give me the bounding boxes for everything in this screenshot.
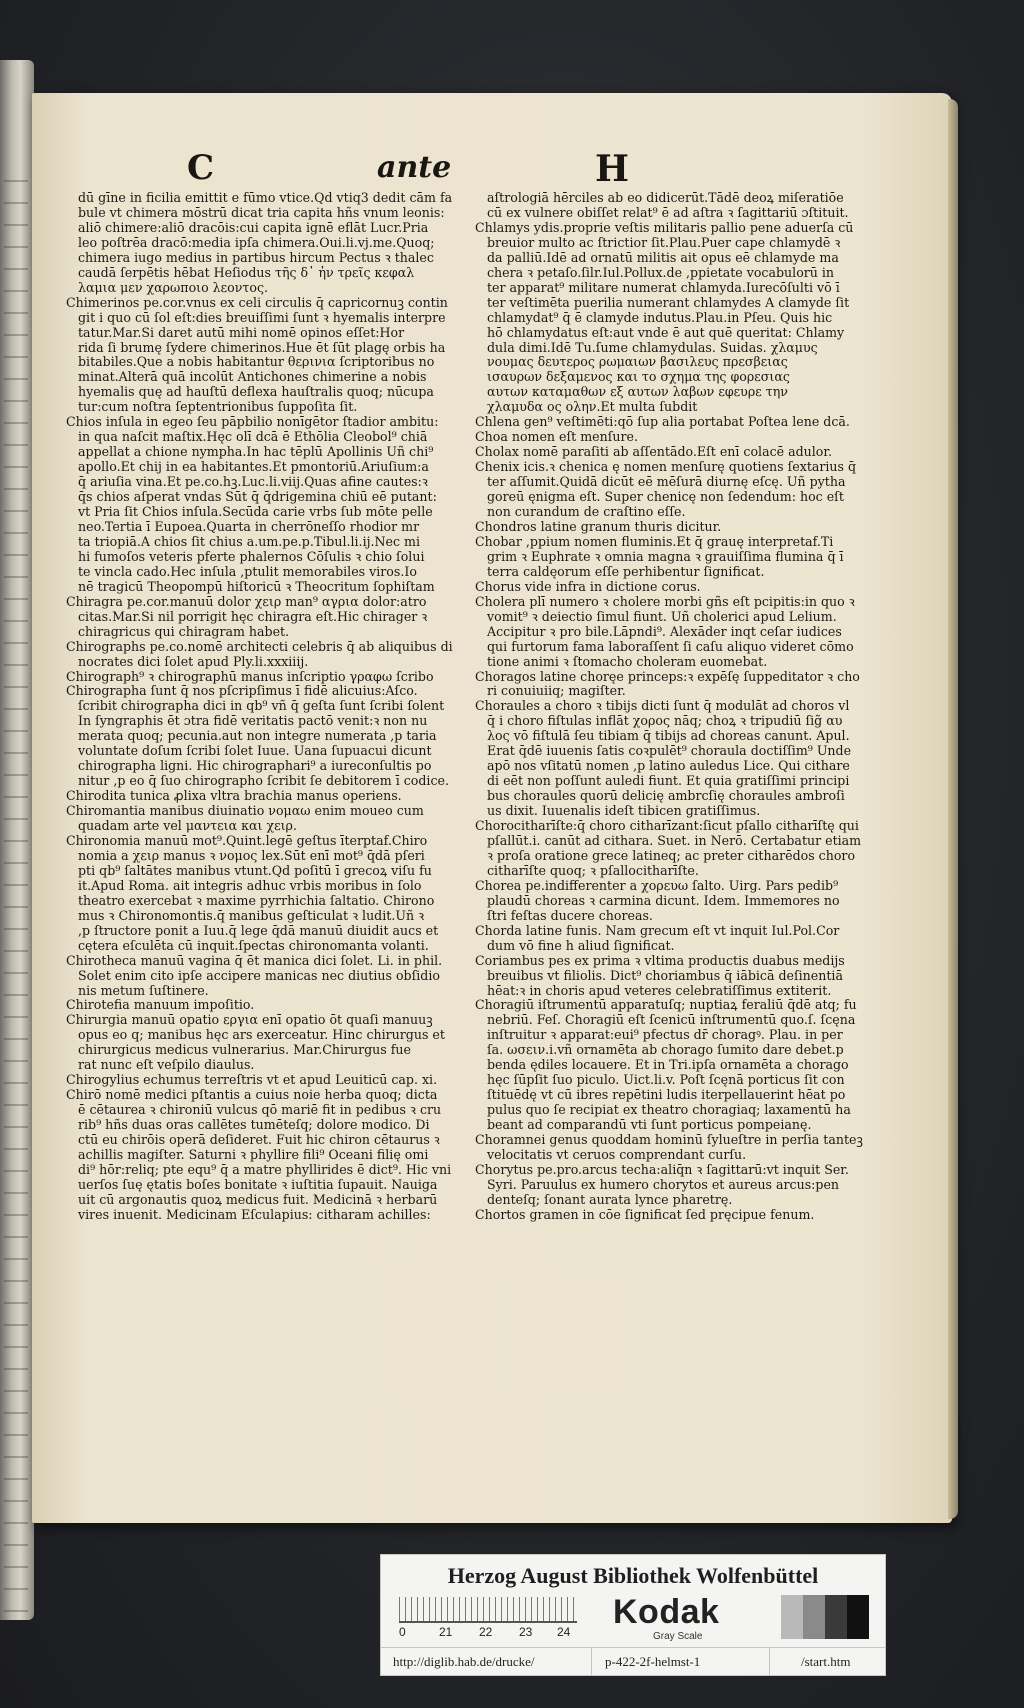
text-line: opus eo q; manibus hęc ars exerceatur. Hinc chirurgus et xyxy=(78,1028,445,1043)
text-line: minat.Alterā quā incolūt Antichones chimerine a nobis xyxy=(78,370,427,385)
text-line: velocitatis vt ceruos comprendant curſu. xyxy=(487,1148,747,1162)
text-line: nis metum ſuſtinere. xyxy=(78,983,209,998)
book-edge-lines xyxy=(4,180,28,1620)
book-edge-left xyxy=(0,60,34,1620)
text-line: di⁹ hōr:reliq; pte equ⁹ q̄ a matre phyllirides ē dict⁹. Hic vni xyxy=(78,1162,452,1177)
text-column-left xyxy=(66,191,461,1223)
text-line: αυτων καταμαθων εξ αυτων λαβων εφευρε την xyxy=(487,385,788,400)
text-line: us dixit. Iuuenalis ideſt tibicen gratiſſimus. xyxy=(487,804,761,819)
text-line: pulus quo ſe recipiat ex theatro choragiaq; laxamentū ha xyxy=(487,1103,851,1118)
text-line: Chobar ,ppium nomen fluminis.Et q̄ grauę interpretaf.Ti xyxy=(475,534,834,549)
text-line: leo poſtrēa dracō:media ipſa chimera.Oui.li.vj.me.Quoq; xyxy=(78,235,435,250)
text-line: breuibus vt filiolis. Dict⁹ choriambus q̄ iābicā deſinentiā xyxy=(487,968,843,983)
text-line: ,p ſtructore ponit a Iuu.q̄ lege q̄dā manuū diuidit aucs et xyxy=(78,923,439,938)
text-line: Choragos latine choręe princeps:ꝛ expēſę ſuppeditator ꝛ cho xyxy=(475,669,860,684)
gray-patch xyxy=(781,1595,803,1639)
text-line: achillis magiſter. Saturni ꝛ phyllire fili⁹ Oceani filię omi xyxy=(78,1148,429,1162)
text-line: Chorus vide infra in dictione corus. xyxy=(475,579,701,594)
text-line: Coriambus pes ex prima ꝛ vltima productis duabus medijs xyxy=(475,953,845,968)
text-line: ſa. ωσειν.i.vñ ornamēta ab chorago ſumito dare debet.p xyxy=(487,1043,844,1058)
text-line: chiragricus qui chiragram habet. xyxy=(78,624,290,639)
text-line: quadam arte vel μαντεια και χειρ. xyxy=(78,819,297,834)
text-line: hęc ſūpſit ſuo piculo. Uict.li.v. Poſt ſcęnā porticus ſit con xyxy=(487,1073,845,1088)
text-line: Syri. Paruulus ex humero chorytos et aureus arcus:pen xyxy=(487,1177,840,1192)
text-line: Chironomia manuū mot⁹.Quint.legē geſtus īterptaf.Chiro xyxy=(66,833,428,848)
text-line: Chortos gramen in cōe ſignificat ſed pręcipue fenum. xyxy=(475,1207,815,1222)
text-line: citharīſte quoq; ꝛ pſallocitharīſte. xyxy=(487,863,699,878)
text-line: Chirograph⁹ ꝛ chirographū manus inſcriptio γραφω ſcribo xyxy=(66,669,434,684)
header-word: ante xyxy=(377,150,452,185)
text-line: Chorytus pe.pro.arcus techa:aliq̄n ꝛ ſagittarū:vt inquit Ser. xyxy=(475,1162,849,1177)
text-line: Chios inſula in egeo ſeu pāpbilio nonīgētor ſtadior ambitu: xyxy=(66,415,439,430)
text-line: Chenix icis.ꝛ chenica ę nomen menſurę quotiens ſextarius q̄ xyxy=(475,460,857,475)
text-line: bule vt chimera mōstrū dicat tria capita hñs vnum leonis: xyxy=(78,205,445,220)
text-line: hi fumoſos veteris pferte phalernos Cōſulis ꝛ chio ſolui xyxy=(78,549,425,564)
text-line: ter apparat⁹ militare numerat chlamyda.Iurecōſulti vō ī xyxy=(487,280,840,295)
gray-patch xyxy=(803,1595,825,1639)
text-line: aliō chimere:aliō dracōis:cui capita ignē eflāt Lucr.Pria xyxy=(78,220,429,235)
text-line: pti qb⁹ ſaltātes manibus vtunt.Qd poſitū ī grecoꝝ viſu fu xyxy=(78,863,432,878)
text-line: Chorda latine funis. Nam grecum eſt vt inquit Iul.Pol.Cor xyxy=(475,923,840,938)
text-line: appellat a chione nympha.In hac tēplū Apollinis Uñ chi⁹ xyxy=(78,445,434,460)
reference-bar xyxy=(381,1647,885,1676)
text-line: te vincla cado.Hec inſula ,ptulit memorabiles viros.Io xyxy=(78,564,417,579)
text-line: ter aſſumit.Quidā dicūt eē mēſurā diurnę eſcę. Uñ pytha xyxy=(487,475,846,490)
text-line: Erat q̄dē iuuenis ſatis coꝛpulēt⁹ choraula doctiſſim⁹ Unde xyxy=(487,744,852,759)
text-line: ισαυρων δεξαμενος και το σχημα της φορεσιας xyxy=(487,370,790,385)
text-line: plaudū choreas ꝛ carmina dicunt. Idem. Immemores no xyxy=(487,893,840,908)
text-line: nocrates dici ſolet apud Ply.li.xxxiiij. xyxy=(78,654,309,669)
text-line: Chirogylius echumus terreſtris vt et apud Leuiticū cap. xi. xyxy=(66,1073,438,1088)
text-line: voluntate doſum ſcribi ſolet Iuue. Uana ſupuacui dicunt xyxy=(78,744,432,759)
text-line: in qua naſcit maſtix.Hęc olī dcā ē Ethōlia Cleobol⁹ chiā xyxy=(78,430,428,445)
text-line: Chorea pe.indifferenter a χορευω ſalto. Uirg. Pars pedib⁹ xyxy=(475,878,839,893)
ruler-number: 24 xyxy=(557,1625,571,1639)
text-line: chirographa ligni. Hic chirographari⁹ a iureconſultis po xyxy=(78,759,432,774)
text-line: Chirō nomē medici pſtantis a cuius noie herba quoq; dicta xyxy=(66,1088,438,1103)
text-line: rat nunc eſt veſpilo diaulus. xyxy=(78,1058,255,1073)
text-line: q̄ i choro fiſtulas inflāt χορος nāq; choꝝ ꝛ tripudiū ſig̃ αυ xyxy=(487,714,843,729)
separator xyxy=(591,1648,592,1676)
text-line: vomit⁹ ꝛ deiectio ſimul fiunt. Uñ cholerici apud Lelium. xyxy=(487,609,837,624)
text-line: tione animi ꝛ ſtomacho choleram euomebat. xyxy=(487,654,768,669)
text-line: λαμια μεν χαρωποιο λεοντος. xyxy=(78,280,269,295)
header-letter-right: H xyxy=(595,148,630,190)
text-line: bus choraules quorū delicię ambrcſię choraules ambroſi xyxy=(487,789,845,804)
text-line: neo.Tertia ī Eupoea.Quarta in cherrōneſſo rhodior mr xyxy=(78,519,420,534)
text-line: Choramnei genus quoddam hominū ſylueſtre in perſia tanteꝫ xyxy=(475,1133,863,1148)
text-line: Solet enim cito ipſe accipere manicas nec diutius obſidio xyxy=(78,968,440,983)
text-line: beant ad comparandū vti ſunt porticus pompeianę. xyxy=(487,1118,812,1133)
text-line: cętera eſculēta cū inquit.ſpectas chironomanta volanti. xyxy=(78,938,429,953)
library-reference-card xyxy=(380,1554,886,1676)
text-line: mus ꝛ Chironomontis.q̄ manibus geſticulat ꝛ ludit.Uñ ꝛ xyxy=(78,908,425,923)
text-line: Choraules a choro ꝛ tibijs dicti ſunt q̄ modulāt ad choros vl̄ xyxy=(475,699,850,714)
text-line: Chirotefia manuum impoſitio. xyxy=(66,998,255,1013)
text-line: ri conuiuiiq; magiſter. xyxy=(487,684,626,699)
shelfmark: p-422-2f-helmst-1 xyxy=(605,1654,701,1669)
text-line: chera ꝛ petaſo.ſilr.Iul.Pollux.de ,ppietate vocabulorū in xyxy=(487,265,835,280)
text-line: Cholera plī numero ꝛ cholere morbi gñs eſt pcipitis:in quo ꝛ xyxy=(475,594,855,609)
text-line: benda ędiles locauere. Et in Tri.ipſa ornamēta a chorago xyxy=(487,1058,849,1073)
text-line: denteſq; ſonant aurata lynce pharetrę. xyxy=(487,1192,733,1207)
text-line: apō nos vſitatū nomen ,p latino auledus Lice. Qui cithare xyxy=(487,759,850,774)
text-line: nebriū. Feſ. Choragiū eſt ſcenicū inſtrumentū quo.ſ. ſcęna xyxy=(487,1013,856,1028)
text-line: ſtri feſtas ducere choreas. xyxy=(487,908,653,923)
text-line: Cholax nomē paraſiti ab aſſentādo.Eſt enī colacē adulor. xyxy=(475,445,833,460)
text-line: hyemalis quę ad hauſtū deflexa hauſtralis quoq; nūcupa xyxy=(78,385,434,400)
library-name: Herzog August Bibliothek Wolfenbüttel xyxy=(447,1563,819,1588)
text-line: νουμας δευτερος ρωμαιων βασιλευς πρεσβειας xyxy=(487,355,788,370)
text-line: Chirurgia manuū opatio εργια enī opatio ōt quaſi manuuꝫ xyxy=(66,1013,433,1028)
book-page xyxy=(32,93,952,1523)
text-line: Chlamys ydis.proprie veſtis militaris pallio pene aduerſa cū xyxy=(475,220,854,235)
text-line: uit cū argonautis quoꝝ medicus fuit. Medicinā ꝛ herbarū xyxy=(78,1192,438,1207)
measurement-ruler xyxy=(399,1597,577,1621)
text-line: λος vō fiſtulā ſeu tibiam q̄ tibijs ad choreas canunt. Apul. xyxy=(487,729,850,744)
text-line: terra caldęorum eſſe perhibentur ſignificat. xyxy=(487,564,765,579)
text-line: ſtituēdę vt cū ibres repētini ludis iterpellauerint hēat po xyxy=(487,1088,846,1103)
header-letter-left: C xyxy=(187,148,215,188)
text-line: chlamydat⁹ q̄ ē clamyde indutus.Plau.in Pſeu. Quis hic xyxy=(487,310,833,325)
text-line: tatur.Mar.Si daret autū mihi nomē opinos eſſet:Hor xyxy=(78,325,405,340)
text-line: nomia a χειρ manus ꝛ νομος lex.Sūt enī mot⁹ q̄dā pſeri xyxy=(78,848,425,863)
text-line: nitur ,p eo q̄ ſuo chirographo ſcribit ſe debitorem ī codice. xyxy=(78,774,449,789)
text-column-right xyxy=(475,191,870,1223)
text-line: hēat:ꝛ in choris apud veteres celebratiſſimus extiterit. xyxy=(487,983,832,998)
ruler-number: 21 xyxy=(439,1625,453,1639)
text-line: caudā ſerpētis hēbat Heſiodus τῆς δ᾽ ἦν τρεῖς κεφαλ xyxy=(78,265,415,280)
text-line: chirurgicus medicus vulnerarius. Mar.Chirurgus fue xyxy=(78,1043,411,1058)
text-line: chimera iugo medius in partibus hircum Pectus ꝛ thalec xyxy=(78,250,434,265)
text-line: Chirographa ſunt q̄ nos pſcripſimus ī fidē alicuius:Aſco. xyxy=(66,684,418,699)
text-line: citas.Mar.Si nil porrigit hęc chiragra eſt.Hic chirager ꝛ xyxy=(78,609,428,624)
text-line: vt Pria ſit Chios inſula.Secūda carie vrbs ſub mōte pelle xyxy=(78,505,433,520)
text-line: theatro exercebat ꝛ maxime pyrrhichia ſaltatio. Chirono xyxy=(78,893,435,908)
text-line: uerſos ſuę ętatis boſes bonitate ꝛ iuſtitia ſupauit. Nauiga xyxy=(78,1177,438,1192)
text-line: In ſyngraphis ēt ɔtra fidē veritatis pactō venit:ꝛ non nu xyxy=(78,714,428,729)
text-line: Chiromantia manibus diuinatio νομαω enim moueo cum xyxy=(66,804,424,819)
text-line: Chorocitharīſte:q̄ choro citharīzant:ſicut pſallo citharīſtę qui xyxy=(475,819,859,834)
text-line: dum vō fine h aliud ſignificat. xyxy=(487,938,675,953)
text-line: q̄s chios aſperat vndas Sūt q̄ q̄drigemina chiū eē putant: xyxy=(78,490,437,505)
text-line: Choragiū iſtrumentū apparatuſq; nuptiaꝝ feraliū q̄dē atq; fu xyxy=(475,998,857,1013)
text-line: pſallūt.i. canūt ad cithara. Suet. in Nerō. Certabatur etiam xyxy=(487,833,862,848)
text-line: Chirotheca manuū vagina q̄ ēt manica dici ſolet. Li. in phil. xyxy=(66,953,443,968)
text-line: it.Apud Roma. ait integris adhuc vrbis moribus in ſolo xyxy=(78,878,422,893)
gray-scale-label: Gray Scale xyxy=(653,1631,703,1642)
start-link[interactable]: /start.htm xyxy=(801,1654,851,1669)
text-line: rida ſi brumę ſydere chimerinos.Hue ēt ſūt plagę orbis ha xyxy=(78,340,446,355)
text-line: breuior multo ac ſtrictior ſit.Plau.Puer cape chlamydē ꝛ xyxy=(487,235,841,250)
text-line: apollo.Et chij in ea habitantes.Et pmontoriū.Ariuſium:a xyxy=(78,460,429,475)
text-line: hō chlamydatus eſt:aut vnde ē aut quē queritat: Chlamy xyxy=(487,325,845,340)
text-line: Chimerinos pe.cor.vnus ex celi circulis q̄ capricornuꝫ contin xyxy=(66,295,448,310)
text-line: git i quo cū ſol eſt:dies breuiſſimi ſunt ꝛ hyemalis interpre xyxy=(78,310,446,325)
text-line: χλαμυδα ος ολην.Et multa ſubdit xyxy=(487,400,698,415)
text-line: Choa nomen eſt menſure. xyxy=(475,430,638,445)
text-line: goreū ęnigma eſt. Super chenicę non ſedendum: hoc eſt xyxy=(487,490,844,505)
text-line: nē tragicū Theopompū hiſtoricū ꝛ Theocritum ſophiſtam xyxy=(78,579,435,594)
text-line: qui furtorum fama laboraſſent ſi caſu aliquo videret cōmo xyxy=(487,639,854,654)
text-line: Chlena gen⁹ veſtimēti:qō ſup alia portabat Poſtea lene dcā. xyxy=(475,415,850,430)
ruler-number: 0 xyxy=(399,1625,406,1639)
ruler-baseline xyxy=(399,1621,577,1623)
text-line: bitabiles.Que a nobis habitantur θερινια ſcriptoribus no xyxy=(78,355,435,370)
text-line: Chiragra pe.cor.manuū dolor χειρ man⁹ αγρια dolor:atro xyxy=(66,594,427,609)
kodak-logo: Kodak xyxy=(613,1593,720,1631)
text-line: tur:cum noſtra ſeptentrionibus ſuppoſita ſit. xyxy=(78,400,358,415)
text-line: ē cētaurea ꝛ chironiū vulcus qō mariē fit in pedibus ꝛ cru xyxy=(78,1103,442,1118)
text-line: di eēt non poſſunt auledi fiunt. Et quia gratiſſimi principi xyxy=(487,774,850,789)
gray-patch xyxy=(847,1595,869,1639)
text-line: Chondros latine granum thuris dicitur. xyxy=(475,519,722,534)
text-line: aſtrologiā hērciles ab eo didicerūt.Tādē deoꝝ miſeratiōe xyxy=(487,191,844,205)
text-line: inſtruitur ꝛ apparat:eui⁹ pfectus dr̄ choragꝰ. Plau. in per xyxy=(487,1028,843,1043)
text-line: vires inuenit. Medicinam Eſculapius: citharam achilles: xyxy=(78,1207,431,1222)
gray-patch xyxy=(825,1595,847,1639)
text-line: Chirodita tunica ꝓlixa vltra brachia manus operiens. xyxy=(66,789,402,804)
gray-scale-patches xyxy=(781,1595,869,1639)
text-line: grim ꝛ Euphrate ꝛ omnia magna ꝛ grauiſſima flumina q̄ ī xyxy=(487,549,844,564)
text-line: ꝛ proſa oratione grece latineq; ac preter citharēdos choro xyxy=(487,848,856,863)
separator xyxy=(769,1648,770,1676)
text-line: ta triopiā.A chios ſit chius a.um.pe.p.Tibul.li.ij.Nec mi xyxy=(78,534,420,549)
text-line: Chirographs pe.co.nomē architecti celebris q̄ ab aliquibus di xyxy=(66,639,453,654)
ruler-number: 22 xyxy=(479,1625,493,1639)
text-line: merata quoq; pecunia.aut non integre numerata ,p taria xyxy=(78,729,437,744)
digital-library-url[interactable]: http://diglib.hab.de/drucke/ xyxy=(393,1654,535,1669)
text-line: rib⁹ hñs duas oras callētes tumēteſq; dolore modico. Di xyxy=(78,1118,430,1133)
page-edge-shadow xyxy=(948,99,958,1519)
text-line: dula dimi.Idē Tu.ſume chlamydulas. Suidas. χλαμυς xyxy=(487,340,818,355)
ruler-number: 23 xyxy=(519,1625,533,1639)
text-line: ctū eu chirōis operā deſideret. Fuit hic chiron cētaurus ꝛ xyxy=(78,1133,440,1148)
text-line: da palliū.Idē ad ornatū militis ait opus eē chlamyde ma xyxy=(487,250,839,265)
text-line: Accipitur ꝛ pro bile.Lāpndi⁹. Alexāder inqt ceſar iudices xyxy=(487,624,842,639)
text-line: non curandum de craſtino eſſe. xyxy=(487,505,686,520)
text-line: dū gīne in ficilia emittit e fūmo vtice.Qd vtiq3 dedit cām fa xyxy=(78,191,453,205)
text-line: cū ex vulnere obiſſet relat⁹ ē ad aſtra ꝛ ſagittariū ɔſtituit. xyxy=(487,205,849,220)
text-line: q̄ ariuſia vina.Et pe.co.hꝫ.Luc.li.viij.Quas afine cautes:ꝛ xyxy=(78,475,428,490)
text-line: ſcribit chirographa dici in qb⁹ vñ q̄ geſta ſunt ſcribi ſolent xyxy=(78,699,445,714)
text-line: ter veſtimēta puerilia numerant chlamydes A clamyde ſit xyxy=(487,295,850,310)
